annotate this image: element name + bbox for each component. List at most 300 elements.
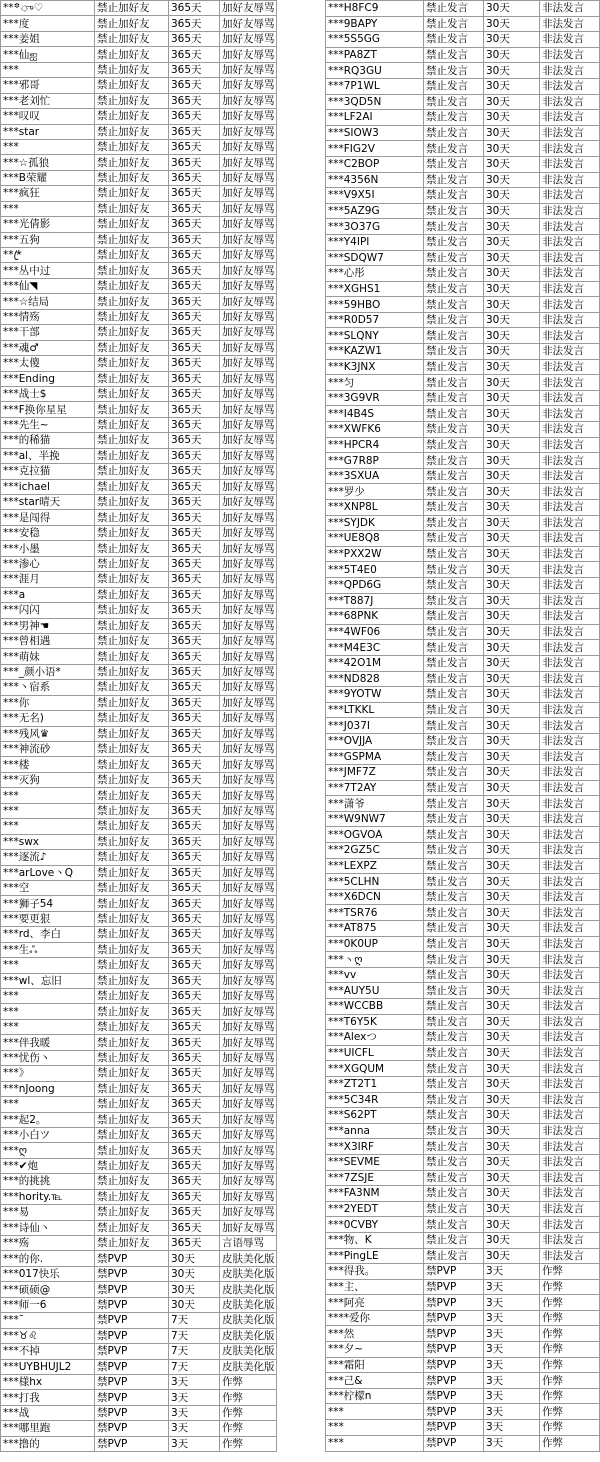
table-row — [1, 587, 277, 602]
player-name-cell: ***5C34R — [326, 1092, 424, 1108]
player-name-cell: ***疯狂 — [1, 186, 95, 201]
player-name-cell: ***SDQW7 — [326, 250, 424, 266]
duration-cell: 30天 — [484, 983, 540, 999]
player-name-cell: ***AUY5U — [326, 983, 424, 999]
table-row — [326, 983, 600, 999]
table-row — [1, 1112, 277, 1127]
player-name-cell: ***生ஃ — [1, 942, 95, 957]
player-name-cell: *** — [1, 819, 95, 834]
penalty-type-cell: 禁止发言 — [424, 390, 484, 406]
duration-cell: 30天 — [484, 999, 540, 1015]
table-row — [1, 47, 277, 62]
duration-cell: 365天 — [169, 896, 220, 911]
table-row — [1, 356, 277, 371]
reason-cell: 非法发言 — [540, 546, 600, 562]
reason-cell: 加好友辱骂 — [220, 201, 277, 216]
reason-cell: 非法发言 — [540, 1076, 600, 1092]
reason-cell: 非法发言 — [540, 1045, 600, 1061]
reason-cell: 加好友辱骂 — [220, 309, 277, 324]
reason-cell: 非法发言 — [540, 593, 600, 609]
table-row — [1, 1019, 277, 1034]
reason-cell: 加好友辱骂 — [220, 325, 277, 340]
penalty-type-cell: 禁止发言 — [424, 344, 484, 360]
table-row — [326, 188, 600, 204]
table-row — [326, 312, 600, 328]
reason-cell: 加好友辱骂 — [220, 927, 277, 942]
table-row — [326, 281, 600, 297]
table-row — [1, 556, 277, 571]
reason-cell: 加好友辱骂 — [220, 525, 277, 540]
reason-cell: 非法发言 — [540, 718, 600, 734]
penalty-type-cell: 禁止加好友 — [95, 1220, 169, 1235]
player-name-cell: ***光倩影 — [1, 217, 95, 232]
table-row — [326, 1014, 600, 1030]
table-row — [1, 464, 277, 479]
table-row — [326, 328, 600, 344]
reason-cell: 非法发言 — [540, 702, 600, 718]
player-name-cell: ***闪闪 — [1, 603, 95, 618]
duration-cell: 30天 — [169, 1251, 220, 1266]
player-name-cell: ***FIG2V — [326, 141, 424, 157]
table-row — [326, 843, 600, 859]
player-name-cell: ***T6Y5K — [326, 1014, 424, 1030]
duration-cell: 365天 — [169, 587, 220, 602]
table-row — [1, 1174, 277, 1189]
player-name-cell: ***主、 — [326, 1279, 424, 1295]
table-row — [326, 47, 600, 63]
penalty-type-cell: 禁止加好友 — [95, 402, 169, 417]
penalty-type-cell: 禁止加好友 — [95, 139, 169, 154]
duration-cell: 365天 — [169, 850, 220, 865]
duration-cell: 30天 — [484, 125, 540, 141]
reason-cell: 加好友辱骂 — [220, 1081, 277, 1096]
player-name-cell: *** — [1, 1019, 95, 1034]
duration-cell: 30天 — [484, 780, 540, 796]
player-name-cell: ***ND828 — [326, 671, 424, 687]
player-name-cell: ***邪哥 — [1, 78, 95, 93]
penalty-type-cell: 禁止加好友 — [95, 47, 169, 62]
penalty-type-cell: 禁止加好友 — [95, 726, 169, 741]
table-row — [326, 718, 600, 734]
table-row — [326, 406, 600, 422]
player-name-cell: ***狮子54 — [1, 896, 95, 911]
table-row — [1, 742, 277, 757]
table-row — [1, 1236, 277, 1251]
player-name-cell: ***wl、忘旧 — [1, 973, 95, 988]
penalty-type-cell: 禁止发言 — [424, 983, 484, 999]
player-name-cell: ***UICFL — [326, 1045, 424, 1061]
penalty-type-cell: 禁PVP — [95, 1436, 169, 1451]
penalty-type-cell: 禁止加好友 — [95, 1066, 169, 1081]
table-row — [1, 16, 277, 31]
penalty-type-cell: 禁止发言 — [424, 1076, 484, 1092]
player-name-cell: ***的你. — [1, 1251, 95, 1266]
duration-cell: 30天 — [169, 1266, 220, 1281]
duration-cell: 365天 — [169, 572, 220, 587]
ban-table-right — [325, 0, 600, 1452]
table-row — [326, 63, 600, 79]
duration-cell: 3天 — [484, 1388, 540, 1404]
reason-cell: 非法发言 — [540, 422, 600, 438]
table-row — [1, 896, 277, 911]
duration-cell: 30天 — [484, 1217, 540, 1233]
player-name-cell: ***要更狠 — [1, 911, 95, 926]
penalty-type-cell: 禁止加好友 — [95, 649, 169, 664]
penalty-type-cell: 禁止发言 — [424, 1092, 484, 1108]
player-name-cell: ***打我 — [1, 1390, 95, 1405]
duration-cell: 365天 — [169, 927, 220, 942]
player-name-cell: *** — [1, 1004, 95, 1019]
penalty-type-cell: 禁止发言 — [424, 1045, 484, 1061]
table-row — [326, 1186, 600, 1202]
penalty-type-cell: 禁止加好友 — [95, 587, 169, 602]
reason-cell: 非法发言 — [540, 811, 600, 827]
penalty-type-cell: 禁止加好友 — [95, 1174, 169, 1189]
penalty-type-cell: 禁PVP — [424, 1342, 484, 1358]
table-row — [1, 1390, 277, 1405]
reason-cell: 非法发言 — [540, 390, 600, 406]
player-name-cell: ***H8FC9 — [326, 1, 424, 17]
reason-cell: 非法发言 — [540, 780, 600, 796]
player-name-cell: ***罗少 — [326, 484, 424, 500]
player-name-cell: ***楼 — [1, 757, 95, 772]
penalty-type-cell: 禁止加好友 — [95, 742, 169, 757]
penalty-type-cell: 禁止发言 — [424, 936, 484, 952]
duration-cell: 365天 — [169, 1143, 220, 1158]
player-name-cell: ***42O1M — [326, 655, 424, 671]
table-row — [1, 93, 277, 108]
penalty-type-cell: 禁止加好友 — [95, 31, 169, 46]
reason-cell: 非法发言 — [540, 562, 600, 578]
reason-cell: 皮肤美化版 — [220, 1282, 277, 1297]
table-row — [326, 1154, 600, 1170]
table-row — [1, 1436, 277, 1451]
reason-cell: 加好友辱骂 — [220, 649, 277, 664]
penalty-type-cell: 禁止发言 — [424, 640, 484, 656]
table-row — [1, 1158, 277, 1173]
penalty-type-cell: 禁止发言 — [424, 1030, 484, 1046]
penalty-type-cell: 禁止加好友 — [95, 510, 169, 525]
penalty-type-cell: 禁止加好友 — [95, 989, 169, 1004]
table-row — [1, 541, 277, 556]
player-name-cell: ***017快乐 — [1, 1266, 95, 1281]
reason-cell: 加好友辱骂 — [220, 278, 277, 293]
player-name-cell: ***ு♡ — [1, 1, 95, 16]
reason-cell: 非法发言 — [540, 531, 600, 547]
table-row — [326, 32, 600, 48]
reason-cell: 非法发言 — [540, 843, 600, 859]
player-name-cell: ***☆结局 — [1, 294, 95, 309]
duration-cell: 30天 — [484, 562, 540, 578]
player-name-cell: ***撸的 — [1, 1436, 95, 1451]
duration-cell: 365天 — [169, 1205, 220, 1220]
player-name-cell: ***叹叹 — [1, 109, 95, 124]
duration-cell: 30天 — [484, 468, 540, 484]
duration-cell: 365天 — [169, 633, 220, 648]
duration-cell: 3天 — [169, 1436, 220, 1451]
penalty-type-cell: 禁止发言 — [424, 1232, 484, 1248]
reason-cell: 作弊 — [220, 1405, 277, 1420]
penalty-type-cell: 禁止发言 — [424, 266, 484, 282]
duration-cell: 365天 — [169, 217, 220, 232]
duration-cell: 30天 — [484, 609, 540, 625]
penalty-type-cell: 禁止发言 — [424, 889, 484, 905]
duration-cell: 30天 — [484, 905, 540, 921]
table-row — [326, 78, 600, 94]
table-row — [326, 1123, 600, 1139]
player-name-cell: ***J037I — [326, 718, 424, 734]
table-row — [1, 309, 277, 324]
player-name-cell: ***anna — [326, 1123, 424, 1139]
penalty-type-cell: 禁止加好友 — [95, 1127, 169, 1142]
table-row — [1, 819, 277, 834]
reason-cell: 加好友辱骂 — [220, 834, 277, 849]
duration-cell: 30天 — [484, 141, 540, 157]
player-name-cell: ***萌妹 — [1, 649, 95, 664]
duration-cell: 30天 — [484, 624, 540, 640]
duration-cell: 30天 — [484, 250, 540, 266]
reason-cell: 皮肤美化版 — [220, 1344, 277, 1359]
reason-cell: 加好友辱骂 — [220, 62, 277, 77]
player-name-cell: ***小白ツ — [1, 1127, 95, 1142]
table-row — [326, 546, 600, 562]
duration-cell: 30天 — [484, 172, 540, 188]
reason-cell: 非法发言 — [540, 1201, 600, 1217]
penalty-type-cell: 禁止加好友 — [95, 78, 169, 93]
reason-cell: 加好友辱骂 — [220, 541, 277, 556]
penalty-type-cell: 禁PVP — [95, 1359, 169, 1374]
penalty-type-cell: 禁止发言 — [424, 47, 484, 63]
duration-cell: 365天 — [169, 711, 220, 726]
reason-cell: 加好友辱骂 — [220, 464, 277, 479]
penalty-type-cell: 禁止发言 — [424, 110, 484, 126]
player-name-cell: ***5T4E0 — [326, 562, 424, 578]
reason-cell: 非法发言 — [540, 1232, 600, 1248]
player-name-cell: ***nJoong — [1, 1081, 95, 1096]
table-row — [326, 796, 600, 812]
reason-cell: 非法发言 — [540, 297, 600, 313]
duration-cell: 30天 — [484, 967, 540, 983]
duration-cell: 365天 — [169, 958, 220, 973]
duration-cell: 365天 — [169, 603, 220, 618]
table-row — [326, 655, 600, 671]
duration-cell: 30天 — [484, 359, 540, 375]
table-row — [326, 749, 600, 765]
table-row — [326, 1248, 600, 1264]
duration-cell: 365天 — [169, 865, 220, 880]
penalty-type-cell: 禁止加好友 — [95, 618, 169, 633]
reason-cell: 加好友辱骂 — [220, 448, 277, 463]
reason-cell: 非法发言 — [540, 328, 600, 344]
duration-cell: 3天 — [169, 1374, 220, 1389]
player-name-cell: ***0K0UP — [326, 936, 424, 952]
table-row — [1, 927, 277, 942]
reason-cell: 加好友辱骂 — [220, 16, 277, 31]
player-name-cell: ***S62PT — [326, 1108, 424, 1124]
duration-cell: 30天 — [484, 1, 540, 17]
duration-cell: 365天 — [169, 1004, 220, 1019]
penalty-type-cell: 禁止发言 — [424, 312, 484, 328]
reason-cell: 非法发言 — [540, 1186, 600, 1202]
player-name-cell: ***残风♛ — [1, 726, 95, 741]
table-row — [1, 664, 277, 679]
table-row — [326, 484, 600, 500]
table-row — [326, 765, 600, 781]
table-row — [1, 757, 277, 772]
penalty-type-cell: 禁止发言 — [424, 749, 484, 765]
penalty-type-cell: 禁止加好友 — [95, 464, 169, 479]
reason-cell: 加好友辱骂 — [220, 880, 277, 895]
penalty-type-cell: 禁PVP — [424, 1420, 484, 1436]
duration-cell: 30天 — [484, 32, 540, 48]
duration-cell: 365天 — [169, 556, 220, 571]
player-name-cell: ***夕~ — [326, 1342, 424, 1358]
ban-table-right-body — [326, 1, 600, 1452]
duration-cell: 30天 — [484, 858, 540, 874]
duration-cell: 365天 — [169, 16, 220, 31]
table-row — [326, 1373, 600, 1389]
duration-cell: 365天 — [169, 1158, 220, 1173]
player-name-cell: ***5CLHN — [326, 874, 424, 890]
penalty-type-cell: 禁止加好友 — [95, 834, 169, 849]
table-row — [1, 1066, 277, 1081]
duration-cell: 30天 — [484, 952, 540, 968]
duration-cell: 365天 — [169, 263, 220, 278]
table-row — [326, 344, 600, 360]
table-row — [1, 1127, 277, 1142]
penalty-type-cell: 禁止发言 — [424, 562, 484, 578]
player-name-cell: ***2YEDT — [326, 1201, 424, 1217]
table-row — [326, 437, 600, 453]
table-row — [1, 880, 277, 895]
player-name-cell: ***UE8Q8 — [326, 531, 424, 547]
player-name-cell: ***起2。 — [1, 1112, 95, 1127]
duration-cell: 3天 — [484, 1326, 540, 1342]
player-name-cell: ***诗仙丶 — [1, 1220, 95, 1235]
duration-cell: 7天 — [169, 1313, 220, 1328]
player-name-cell: *** — [1, 989, 95, 1004]
reason-cell: 作弊 — [540, 1373, 600, 1389]
table-row — [1, 31, 277, 46]
table-row — [326, 1357, 600, 1373]
penalty-type-cell: 禁止加好友 — [95, 1158, 169, 1173]
duration-cell: 365天 — [169, 1066, 220, 1081]
table-row — [326, 921, 600, 937]
duration-cell: 365天 — [169, 278, 220, 293]
reason-cell: 加好友辱骂 — [220, 510, 277, 525]
duration-cell: 365天 — [169, 1035, 220, 1050]
reason-cell: 作弊 — [540, 1310, 600, 1326]
reason-cell: 加好友辱骂 — [220, 1035, 277, 1050]
table-row — [1, 834, 277, 849]
reason-cell: 加好友辱骂 — [220, 371, 277, 386]
duration-cell: 365天 — [169, 525, 220, 540]
player-name-cell: ***5AZ9G — [326, 203, 424, 219]
table-row — [326, 1310, 600, 1326]
reason-cell: 加好友辱骂 — [220, 217, 277, 232]
penalty-type-cell: 禁止加好友 — [95, 232, 169, 247]
duration-cell: 30天 — [484, 546, 540, 562]
penalty-type-cell: 禁止发言 — [424, 874, 484, 890]
duration-cell: 30天 — [484, 1030, 540, 1046]
duration-cell: 365天 — [169, 371, 220, 386]
penalty-type-cell: 禁PVP — [424, 1435, 484, 1452]
reason-cell: 非法发言 — [540, 952, 600, 968]
penalty-type-cell: 禁止加好友 — [95, 973, 169, 988]
penalty-type-cell: 禁止发言 — [424, 967, 484, 983]
table-row — [326, 1139, 600, 1155]
player-name-cell: ***SEVME — [326, 1154, 424, 1170]
table-row — [326, 936, 600, 952]
duration-cell: 30天 — [484, 406, 540, 422]
duration-cell: 30天 — [484, 484, 540, 500]
table-row — [1, 911, 277, 926]
table-row — [1, 1405, 277, 1420]
reason-cell: 作弊 — [540, 1388, 600, 1404]
reason-cell: 非法发言 — [540, 125, 600, 141]
table-row — [1, 1297, 277, 1312]
reason-cell: 加好友辱骂 — [220, 633, 277, 648]
player-name-cell: ***师一6 — [1, 1297, 95, 1312]
penalty-type-cell: 禁止加好友 — [95, 248, 169, 263]
reason-cell: 加好友辱骂 — [220, 603, 277, 618]
reason-cell: 作弊 — [540, 1326, 600, 1342]
penalty-type-cell: 禁止发言 — [424, 1108, 484, 1124]
player-name-cell: ***ꦿ — [1, 248, 95, 263]
duration-cell: 365天 — [169, 680, 220, 695]
player-name-cell: ***硕硕@ — [1, 1282, 95, 1297]
player-name-cell: ***G7R8P — [326, 453, 424, 469]
penalty-type-cell: 禁PVP — [95, 1251, 169, 1266]
table-row — [1, 109, 277, 124]
reason-cell: 加好友辱骂 — [220, 263, 277, 278]
penalty-type-cell: 禁止加好友 — [95, 386, 169, 401]
duration-cell: 365天 — [169, 757, 220, 772]
reason-cell: 加好友辱骂 — [220, 1066, 277, 1081]
reason-cell: 加好友辱骂 — [220, 726, 277, 741]
table-row — [1, 1313, 277, 1328]
player-name-cell: ***W9NW7 — [326, 811, 424, 827]
reason-cell: 非法发言 — [540, 609, 600, 625]
penalty-type-cell: 禁止加好友 — [95, 201, 169, 216]
duration-cell: 30天 — [484, 312, 540, 328]
table-row — [1, 1266, 277, 1281]
player-name-cell: ***SIOW3 — [326, 125, 424, 141]
table-row — [1, 495, 277, 510]
penalty-type-cell: 禁止加好友 — [95, 1189, 169, 1204]
player-name-cell: ***心彤 — [326, 266, 424, 282]
table-row — [326, 624, 600, 640]
reason-cell: 非法发言 — [540, 1123, 600, 1139]
player-name-cell: ***T887J — [326, 593, 424, 609]
player-name-cell: ***4356N — [326, 172, 424, 188]
penalty-type-cell: 禁止发言 — [424, 1217, 484, 1233]
table-row — [326, 94, 600, 110]
penalty-type-cell: 禁止发言 — [424, 125, 484, 141]
player-name-cell: ***小墨 — [1, 541, 95, 556]
penalty-type-cell: 禁止发言 — [424, 78, 484, 94]
table-row — [326, 858, 600, 874]
player-name-cell: ***的挑挑 — [1, 1174, 95, 1189]
table-row — [1, 711, 277, 726]
penalty-type-cell: 禁止发言 — [424, 593, 484, 609]
table-row — [1, 1359, 277, 1374]
player-name-cell: ***渗心 — [1, 556, 95, 571]
penalty-type-cell: 禁止加好友 — [95, 680, 169, 695]
table-row — [1, 124, 277, 139]
reason-cell: 加好友辱骂 — [220, 618, 277, 633]
penalty-type-cell: 禁止加好友 — [95, 325, 169, 340]
